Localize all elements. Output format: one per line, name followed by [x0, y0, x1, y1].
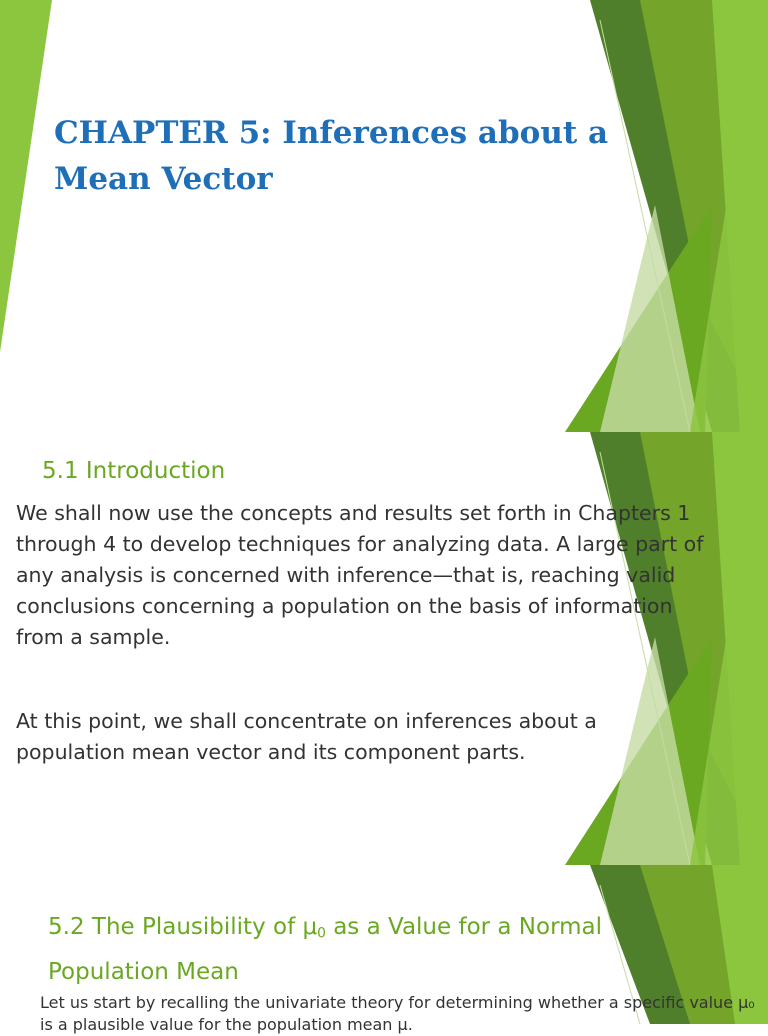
slide-title [0, 0, 768, 432]
heading-prefix: 5.2 The Plausibility of μ [48, 914, 318, 940]
chapter-title: CHAPTER 5: Inferences about a Mean Vector [54, 115, 609, 197]
introduction-paragraph-1: We shall now use the concepts and results set forth in Chapters 1 through 4 to develop techniques for analyzing data. A large part of any analysis is concerned with inference—that is, reaching valid conclusions concerning a population on the basis of information from a sample. [16, 501, 704, 649]
green-triangle-decoration [0, 0, 768, 432]
heading-subscript: 0 [317, 925, 326, 942]
left-accent-triangle [0, 0, 52, 352]
section-heading-plausibility [48, 908, 608, 992]
heading-suffix: as a Value for a Normal Population Mean [48, 914, 603, 986]
section-heading-introduction: 5.1 Introduction [42, 458, 226, 484]
plausibility-paragraph: Let us start by recalling the univariate theory for determining whether a specific value μ₀ is a plausible value for the population mean μ. [40, 993, 755, 1034]
introduction-paragraph-2: At this point, we shall concentrate on inferences about a population mean vector and its component parts. [16, 709, 597, 764]
